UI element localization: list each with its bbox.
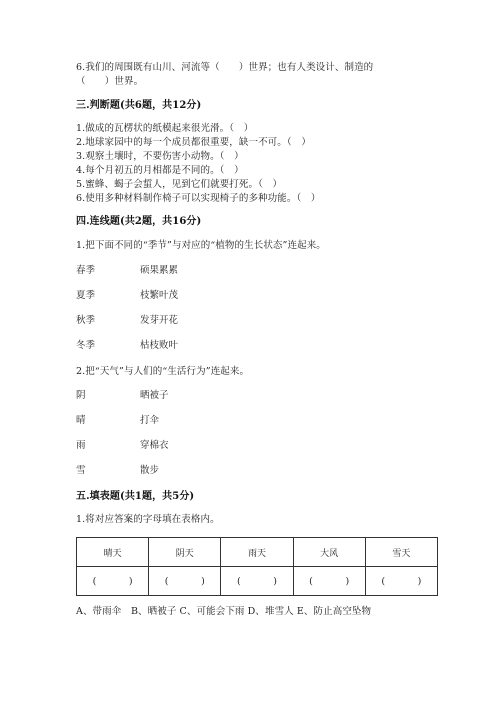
- season-winter[interactable]: 冬季: [76, 340, 96, 351]
- plant-state-2[interactable]: 枝繁叶茂: [140, 290, 179, 301]
- section-4-title: 四.连线题(共2题，共16分): [76, 216, 202, 227]
- activity-1[interactable]: 晒被子: [140, 390, 169, 401]
- paren-left: (: [309, 575, 313, 587]
- judge-item-4: 4.每个月初五的月相都是不同的。（ ）: [76, 165, 244, 176]
- paren-left: (: [381, 575, 386, 587]
- matching-q2-prompt: 2.把“天气”与人们的“生活行为”连起来。: [76, 366, 250, 377]
- season-spring[interactable]: 春季: [76, 265, 96, 276]
- season-autumn[interactable]: 秋季: [76, 315, 96, 326]
- table-header-rainy: 雨天: [221, 538, 293, 567]
- answer-cell-1[interactable]: [77, 567, 149, 596]
- table-header-windy: 大风: [293, 538, 365, 567]
- table-header-sunny: 晴天: [77, 538, 149, 567]
- paren-left: (: [236, 575, 241, 587]
- answer-cell-3[interactable]: [221, 567, 293, 596]
- judge-item-1: 1.做成的瓦楞状的纸模起来很光滑。（ ）: [76, 123, 254, 134]
- paren-left: (: [92, 575, 97, 587]
- activity-2[interactable]: 打伞: [140, 415, 160, 426]
- section-3-title: 三.判断题(共6题，共12分): [76, 100, 202, 111]
- question-6-line-2: （ ）世界。: [76, 76, 144, 87]
- table-header-row: [77, 538, 438, 567]
- paren-right: ): [128, 575, 133, 587]
- judge-item-2: 2.地球家园中的每一个成员都很重要，缺一不可。（ ）: [76, 137, 311, 148]
- judge-item-3: 3.观察土壤时，不要伤害小动物。（ ）: [76, 151, 244, 162]
- table-header-cloudy: 阴天: [149, 538, 221, 567]
- paren-right: ): [417, 575, 422, 587]
- activity-4[interactable]: 散步: [140, 465, 160, 476]
- paren-right: ): [273, 575, 277, 587]
- answer-cell-4[interactable]: [293, 567, 365, 596]
- weather-snow[interactable]: 雪: [76, 465, 86, 476]
- judge-item-5: 5.蜜蜂、蝎子会蜇人，见到它们就要打死。（ ）: [76, 179, 283, 190]
- answer-options: A、带雨伞 B、晒被子 C、可能会下雨 D、堆雪人 E、防止高空坠物: [76, 606, 372, 617]
- answer-table: [76, 537, 438, 596]
- answer-cell-2[interactable]: [149, 567, 221, 596]
- paren-left: (: [164, 575, 169, 587]
- fill-table-prompt: 1.将对应答案的字母填在表格内。: [76, 514, 220, 525]
- question-6-line-1: 6.我们的周围既有山川、河流等（ ）世界；也有人类设计、制造的: [76, 62, 374, 73]
- weather-sunny[interactable]: 晴: [76, 415, 86, 426]
- answer-cell-5[interactable]: [365, 567, 437, 596]
- paren-right: ): [345, 575, 350, 587]
- weather-rain[interactable]: 雨: [76, 440, 86, 451]
- activity-3[interactable]: 穿棉衣: [140, 440, 169, 451]
- plant-state-4[interactable]: 枯枝败叶: [140, 340, 179, 351]
- weather-cloudy[interactable]: 阴: [76, 390, 86, 401]
- section-5-title: 五.填表题(共1题，共5分): [76, 491, 195, 502]
- paren-right: ): [201, 575, 205, 587]
- judge-item-6: 6.使用多种材料制作椅子可以实现椅子的多种功能。（ ）: [76, 193, 321, 204]
- season-summer[interactable]: 夏季: [76, 290, 96, 301]
- plant-state-1[interactable]: 硕果累累: [140, 265, 179, 276]
- matching-q1-prompt: 1.把下面不同的“季节”与对应的“植物的生长状态”连起来。: [76, 240, 326, 251]
- table-header-snowy: 雪天: [365, 538, 437, 567]
- table-answer-row: [77, 567, 438, 596]
- plant-state-3[interactable]: 发芽开花: [140, 315, 179, 326]
